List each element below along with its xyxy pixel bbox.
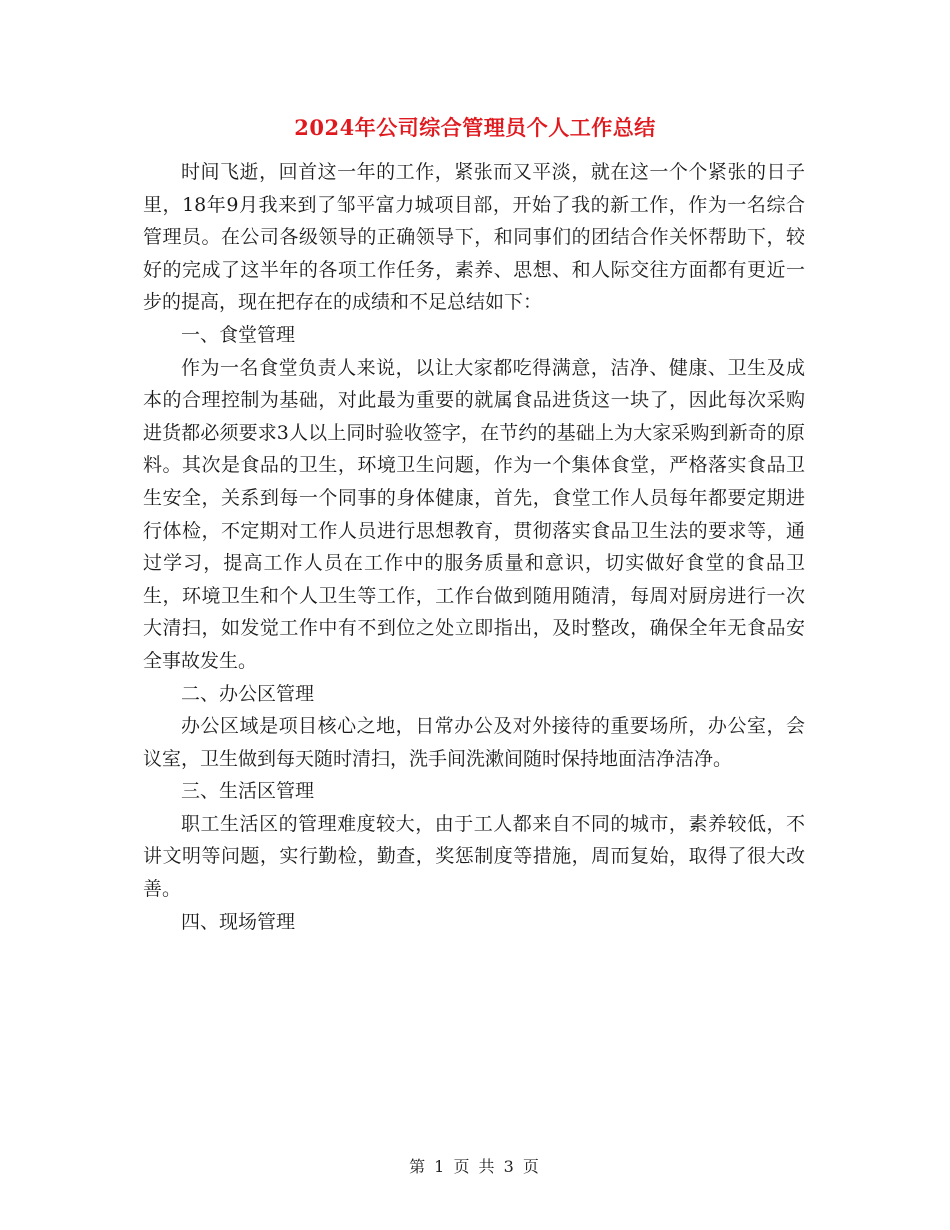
intro-paragraph: 时间飞逝，回首这一年的工作，紧张而又平淡，就在这一个个紧张的日子里，18年9月我来到了邹平富力城项目部，开始了我的新工作，作为一名综合管理员。在公司各级领导的正确领导下，和同事们的团结合作关怀帮助下，较好的完成了这半年的各项工作任务，素养、思想、和人际交往方面都有更近一步的提高，现在把存在的成绩和不足总结如下： bbox=[143, 161, 805, 314]
canteen-paragraph: 作为一名食堂负责人来说，以让大家都吃得满意，洁净、健康、卫生及成本的合理控制为基础，对此最为重要的就属食品进货这一块了，因此每次采购进货都必须要求3人以上同时验收签字，在节约的基础上为大家采购到新奇的原料。其次是食品的卫生，环境卫生问题，作为一个集体食堂，严格落实食品卫生安全，关系到每一个同事的身体健康，首先，食堂工作人员每年都要定期进行体检，不定期对工作人员进行思想教育，贯彻落实食品卫生法的要求等，通过学习，提高工作人员在工作中的服务质量和意识，切实做好食堂的食品卫生，环境卫生和个人卫生等工作，工作台做到随用随清，每周对厨房进行一次大清扫，如发觉工作中有不到位之处立即指出，及时整改，确保全年无食品安全事故发生。 bbox=[143, 356, 805, 672]
living-paragraph: 职工生活区的管理难度较大，由于工人都来自不同的城市，素养较低，不讲文明等问题，实行勤检，勤查，奖惩制度等措施，周而复始，取得了很大改善。 bbox=[143, 812, 805, 901]
section-heading-office: 二、办公区管理 bbox=[181, 682, 315, 705]
document-title: 2024年公司综合管理员个人工作总结 bbox=[294, 115, 656, 140]
document-body bbox=[143, 156, 805, 938]
section-heading-canteen: 一、食堂管理 bbox=[181, 323, 296, 346]
section-heading-living: 三、生活区管理 bbox=[181, 780, 315, 803]
office-paragraph: 办公区域是项目核心之地，日常办公及对外接待的重要场所，办公室，会议室，卫生做到每天随时清扫，洗手间洗漱间随时保持地面洁净洁净。 bbox=[143, 715, 805, 770]
page-footer: 第 1 页 共 3 页 bbox=[409, 1157, 541, 1176]
section-heading-site: 四、现场管理 bbox=[181, 910, 296, 933]
